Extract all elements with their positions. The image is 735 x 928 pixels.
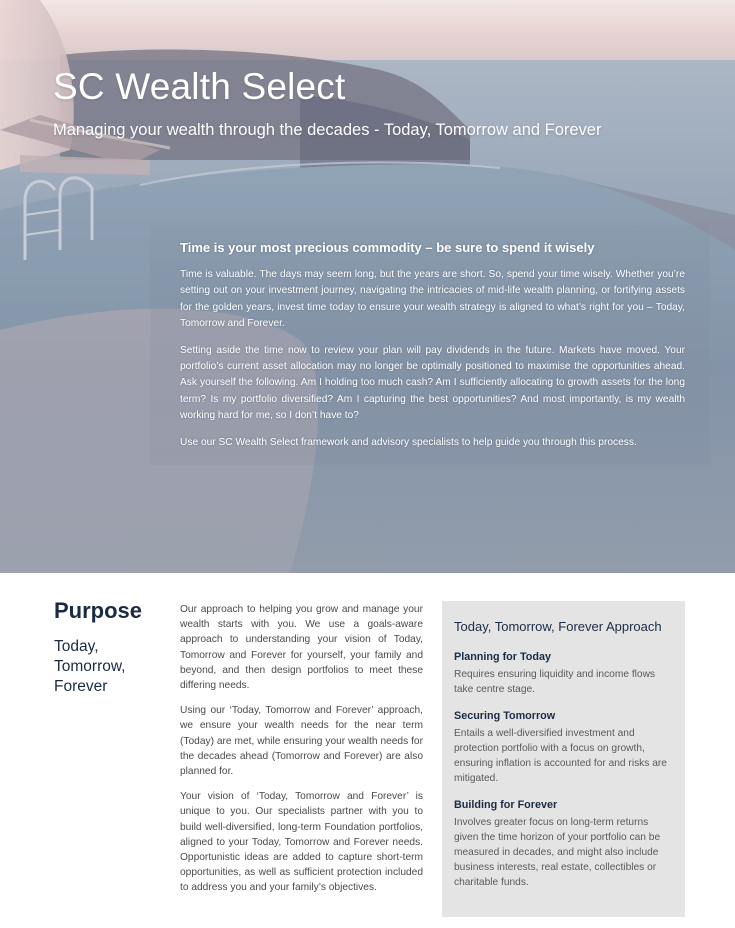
purpose-paragraph: Your vision of ‘Today, Tomorrow and Forever’ is unique to you. Our specialists partner with you to build well-diversified, long-term Foundation portfolios, aligned to your Today, Tomorrow and Forever needs. Opportunistic ideas are added to capture short-term opportunities, as well as sufficient protection included to address you and your family’s objectives. — [180, 791, 423, 894]
approach-section-heading: Planning for Today — [454, 651, 551, 663]
approach-section-heading: Building for Forever — [454, 799, 558, 811]
approach-section-text: Entails a well-diversified investment and protection portfolio with a focus on growth, ensuring inflation is accounted for and risks are mitigated. — [454, 728, 667, 784]
purpose-heading: Purpose — [54, 598, 143, 623]
intro-paragraph: Setting aside the time now to review your plan will pay dividends in the future. Markets have moved. Your portfolio’s current asset allocation may no longer be optimally positioned to maximise the opportunities ahead. Ask yourself the following. Am I holding too much cash? Am I sufficiently allocating to growth assets for the long term? Is my portfolio diversified? Am I capturing the best opportunities? And most importantly, is my wealth working hard for me, so I don’t have to? — [180, 344, 685, 421]
approach-title: Today, Tomorrow, Forever Approach — [454, 619, 662, 634]
intro-section — [180, 240, 685, 451]
page-subtitle: Managing your wealth through the decades - Today, Tomorrow and Forever — [53, 121, 602, 139]
purpose-subheading: Today, Tomorrow, Forever — [54, 638, 126, 695]
approach-section-heading: Securing Tomorrow — [454, 710, 556, 722]
purpose-paragraph: Our approach to helping you grow and manage your wealth starts with you. We use a goals-aware approach to understanding your vision of Today, Tomorrow and Forever for yourself, your family and beyond, and then design portfolios to meet these differing needs. — [180, 604, 423, 692]
approach-sidebar — [442, 601, 685, 917]
intro-heading: Time is your most precious commodity – be sure to spend it wisely — [180, 240, 595, 255]
purpose-body — [180, 602, 423, 906]
intro-paragraph: Use our SC Wealth Select framework and advisory specialists to help guide you through this process. — [180, 436, 637, 448]
purpose-paragraph: Using our ‘Today, Tomorrow and Forever’ approach, we ensure your wealth needs for the near term (Today) are met, while ensuring your wealth needs for the decades ahead (Tomorrow and Forever) are also planned for. — [180, 705, 423, 778]
approach-section-text: Involves greater focus on long-term returns given the time horizon of your portfolio can be measured in decades, and might also include business interests, real estate, collectibles or charitable funds. — [454, 817, 661, 888]
page-title: SC Wealth Select — [53, 66, 346, 107]
intro-paragraph: Time is valuable. The days may seem long, but the years are short. So, spend your time wisely. Whether you’re setting out on your investment journey, navigating the intricacies of mid-life wealth planning, or fortifying assets for the golden years, invest time today to ensure your wealth strategy is aligned to what’s right for you – Today, Tomorrow and Forever. — [180, 269, 685, 329]
approach-section-text: Requires ensuring liquidity and income flows take centre stage. — [454, 669, 656, 695]
